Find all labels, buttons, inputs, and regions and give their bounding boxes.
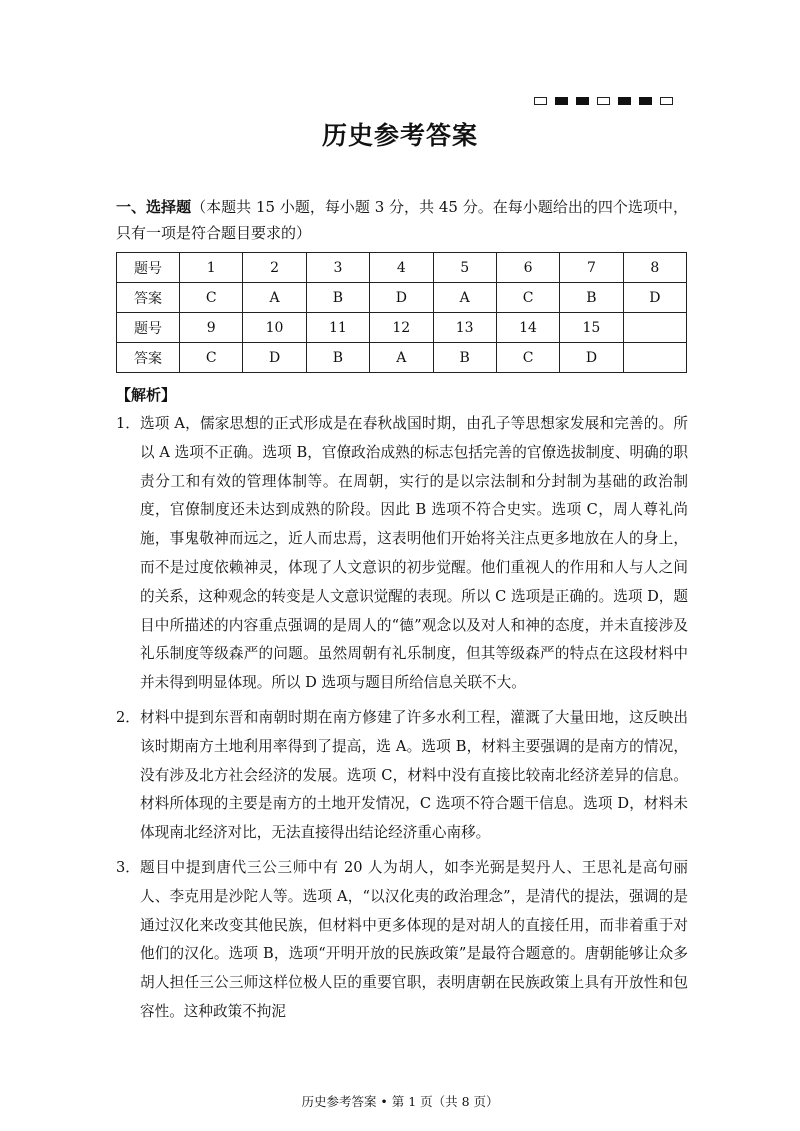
table-cell: C xyxy=(180,283,243,313)
table-row xyxy=(117,313,687,343)
empty-square-mark xyxy=(597,97,610,105)
filled-square-mark xyxy=(618,97,631,105)
row-label: 答案 xyxy=(117,343,180,373)
filled-square-mark xyxy=(576,97,589,105)
table-cell: C xyxy=(496,343,559,373)
table-cell: 2 xyxy=(243,253,306,283)
table-cell: B xyxy=(306,283,369,313)
table-cell: A xyxy=(433,283,496,313)
section-title: 一、选择题 xyxy=(116,198,192,216)
analysis-list xyxy=(116,410,688,1033)
item-number: 1． xyxy=(116,415,140,432)
table-cell: 7 xyxy=(560,253,623,283)
table-cell: 11 xyxy=(306,313,369,343)
table-cell: B xyxy=(560,283,623,313)
item-text: 选项 A，儒家思想的正式形成是在春秋战国时期，由孔子等思想家发展和完善的。所以 A 选项不正确。选项 B，官僚政治成熟的标志包括完善的官僚选拔制度、明确的职责分工和有效的管理体制等。在周朝，实行的是以宗法制和分封制为基础的政治制度，官僚制度还未达到成熟的阶段。因此 B 选项不符合史实。选项 C，周人尊礼尚施，事鬼敬神而远之，近人而忠焉，这表明他们开始将关注点更多地放在人的身上，而不是过度依赖神灵，体现了人文意识的初步觉醒。他们重视人的作用和人与人之间的关系，这种观念的转变是人文意识觉醒的表现。所以 C 选项是正确的。选项 D，题目中所描述的内容重点强调的是周人的“德”观念以及对人和神的态度，并未直接涉及礼乐制度等级森严的问题。虽然周朝有礼乐制度，但其等级森严的特点在这段材料中并未得到明显体现。所以 D 选项与题目所给信息关联不大。 xyxy=(140,415,688,692)
item-text: 题目中提到唐代三公三师中有 20 人为胡人，如李光弼是契丹人、王思礼是高句丽人、李克用是沙陀人等。选项 A，“以汉化夷的政治理念”，是清代的提法，强调的是通过汉化来改变其他民族，但材料中更多体现的是对胡人的直接任用，而非着重于对他们的汉化。选项 B，选项“开明开放的民族政策”是最符合题意的。唐朝能够让众多胡人担任三公三师这样位极人臣的重要官职，表明唐朝在民族政策上具有开放性和包容性。这种政策不拘泥 xyxy=(140,858,688,1020)
list-item xyxy=(116,410,688,698)
page-footer: 历史参考答案 • 第 1 页（共 8 页） xyxy=(301,1094,499,1109)
table-cell xyxy=(623,313,686,343)
empty-square-mark xyxy=(534,97,547,105)
table-cell: 13 xyxy=(433,313,496,343)
row-label: 题号 xyxy=(117,253,180,283)
table-row xyxy=(117,253,687,283)
table-cell: 12 xyxy=(370,313,433,343)
table-cell: 4 xyxy=(370,253,433,283)
filled-square-mark xyxy=(555,97,568,105)
table-cell: 10 xyxy=(243,313,306,343)
section-heading xyxy=(116,194,688,246)
analysis-label: 【解析】 xyxy=(116,386,177,404)
page-title: 历史参考答案 xyxy=(321,121,478,150)
item-number: 3． xyxy=(116,858,140,876)
filled-square-mark xyxy=(639,97,652,105)
answer-table xyxy=(116,252,687,373)
list-item xyxy=(116,854,688,1027)
table-cell: 14 xyxy=(496,313,559,343)
item-number: 2． xyxy=(116,708,140,726)
table-cell: 1 xyxy=(180,253,243,283)
table-row xyxy=(117,283,687,313)
table-cell: A xyxy=(370,343,433,373)
header-marks xyxy=(534,94,688,108)
table-cell: A xyxy=(243,283,306,313)
table-cell: D xyxy=(560,343,623,373)
table-cell xyxy=(623,343,686,373)
empty-square-mark xyxy=(660,97,673,105)
table-cell: 3 xyxy=(306,253,369,283)
table-cell: B xyxy=(306,343,369,373)
table-cell: D xyxy=(370,283,433,313)
row-label: 答案 xyxy=(117,283,180,313)
table-row xyxy=(117,343,687,373)
table-cell: C xyxy=(180,343,243,373)
section-instructions: （本题共 15 小题，每小题 3 分，共 45 分。在每小题给出的四个选项中，只有一项是符合题目要求的） xyxy=(116,198,688,242)
table-cell: 5 xyxy=(433,253,496,283)
table-cell: 15 xyxy=(560,313,623,343)
item-text: 材料中提到东晋和南朝时期在南方修建了许多水利工程，灌溉了大量田地，这反映出该时期南方土地利用率得到了提高，选 A。选项 B，材料主要强调的是南方的情况，没有涉及北方社会经济的发展。选项 C，材料中没有直接比较南北经济差异的信息。材料所体现的主要是南方的土地开发情况，C 选项不符合题干信息。选项 D，材料未体现南北经济对比，无法直接得出结论经济重心南移。 xyxy=(140,708,688,842)
table-cell: 9 xyxy=(180,313,243,343)
row-label: 题号 xyxy=(117,313,180,343)
table-cell: C xyxy=(496,283,559,313)
table-cell: B xyxy=(433,343,496,373)
table-cell: D xyxy=(243,343,306,373)
table-cell: 6 xyxy=(496,253,559,283)
table-cell: D xyxy=(623,283,686,313)
list-item xyxy=(116,704,688,848)
table-cell: 8 xyxy=(623,253,686,283)
